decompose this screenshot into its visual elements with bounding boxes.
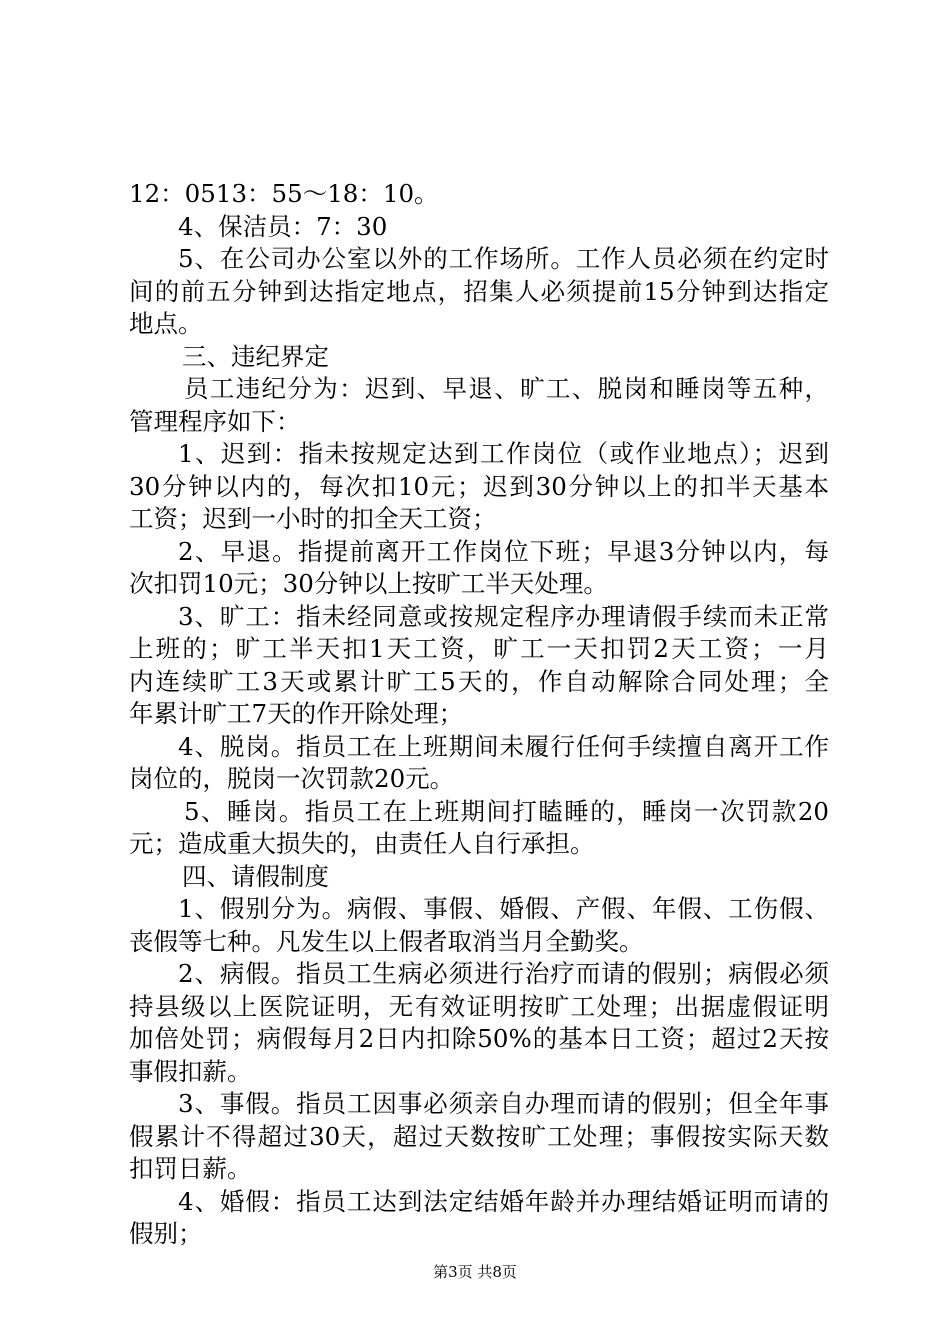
- text-line: 员工违纪分为：迟到、早退、旷工、脱岗和睡岗等五种，: [184, 374, 829, 403]
- text-line: 事假扣薪。: [129, 1056, 252, 1086]
- text-line: 扣罚日薪。: [129, 1154, 252, 1183]
- text-line: 持县级以上医院证明，无有效证明按旷工处理；出据虚假证明: [129, 991, 829, 1021]
- text-line: 岗位的，脱岗一次罚款20元。: [129, 764, 455, 793]
- text-line: 2、早退。指提前离开工作岗位下班；早退3分钟以内，每: [178, 536, 829, 566]
- text-line: 加倍处罚；病假每月2日内扣除50%的基本日工资；超过2天按: [129, 1024, 829, 1053]
- text-line: 年累计旷工7天的作开除处理；: [129, 699, 464, 728]
- text-line: 3、旷工：指未经同意或按规定程序办理请假手续而未正常: [178, 601, 829, 631]
- text-line: 2、病假。指员工生病必须进行治疗而请的假别；病假必须: [178, 959, 829, 988]
- text-line: 地点。: [129, 309, 203, 338]
- text-line: 内连续旷工3天或累计旷工5天的，作自动解除合同处理；全: [129, 666, 829, 696]
- text-line: 工资；迟到一小时的扣全天工资；: [129, 504, 497, 533]
- text-line: 1、迟到：指未按规定达到工作岗位（或作业地点）；迟到: [178, 439, 829, 468]
- text-line: 3、事假。指员工因事必须亲自办理而请的假别；但全年事: [178, 1089, 829, 1118]
- text-line: 4、脱岗。指员工在上班期间未履行任何手续擅自离开工作: [178, 731, 829, 761]
- section-heading: 四、请假制度: [182, 861, 329, 891]
- text-line: 5、在公司办公室以外的工作场所。工作人员必须在约定时: [178, 244, 829, 273]
- text-line: 丧假等七种。凡发生以上假者取消当月全勤奖。: [129, 926, 644, 956]
- text-line: 4、保洁员：7：30: [178, 211, 388, 241]
- text-line: 假累计不得超过30天，超过天数按旷工处理；事假按实际天数: [129, 1121, 829, 1151]
- section-heading: 三、违纪界定: [182, 341, 329, 371]
- text-line: 次扣罚10元；30分钟以上按旷工半天处理。: [129, 569, 608, 598]
- text-line: 上班的；旷工半天扣1天工资，旷工一天扣罚2天工资；一月: [129, 634, 829, 663]
- text-line: 假别；: [129, 1219, 203, 1248]
- text-line: 5、睡岗。指员工在上班期间打瞌睡的，睡岗一次罚款20: [184, 796, 829, 826]
- text-line: 1、假别分为。病假、事假、婚假、产假、年假、工伤假、: [178, 894, 829, 923]
- text-line: 12：0513：55～18：10。: [129, 179, 439, 208]
- document-body: [129, 178, 829, 1251]
- page-number-footer: 第3页 共8页: [433, 1263, 517, 1281]
- text-line: 间的前五分钟到达指定地点，招集人必须提前15分钟到达指定: [129, 276, 829, 306]
- text-line: 管理程序如下：: [129, 406, 301, 436]
- text-line: 4、婚假：指员工达到法定结婚年龄并办理结婚证明而请的: [178, 1186, 829, 1216]
- text-line: 30分钟以内的，每次扣10元；迟到30分钟以上的扣半天基本: [129, 471, 829, 501]
- text-line: 元；造成重大损失的，由责任人自行承担。: [129, 829, 595, 858]
